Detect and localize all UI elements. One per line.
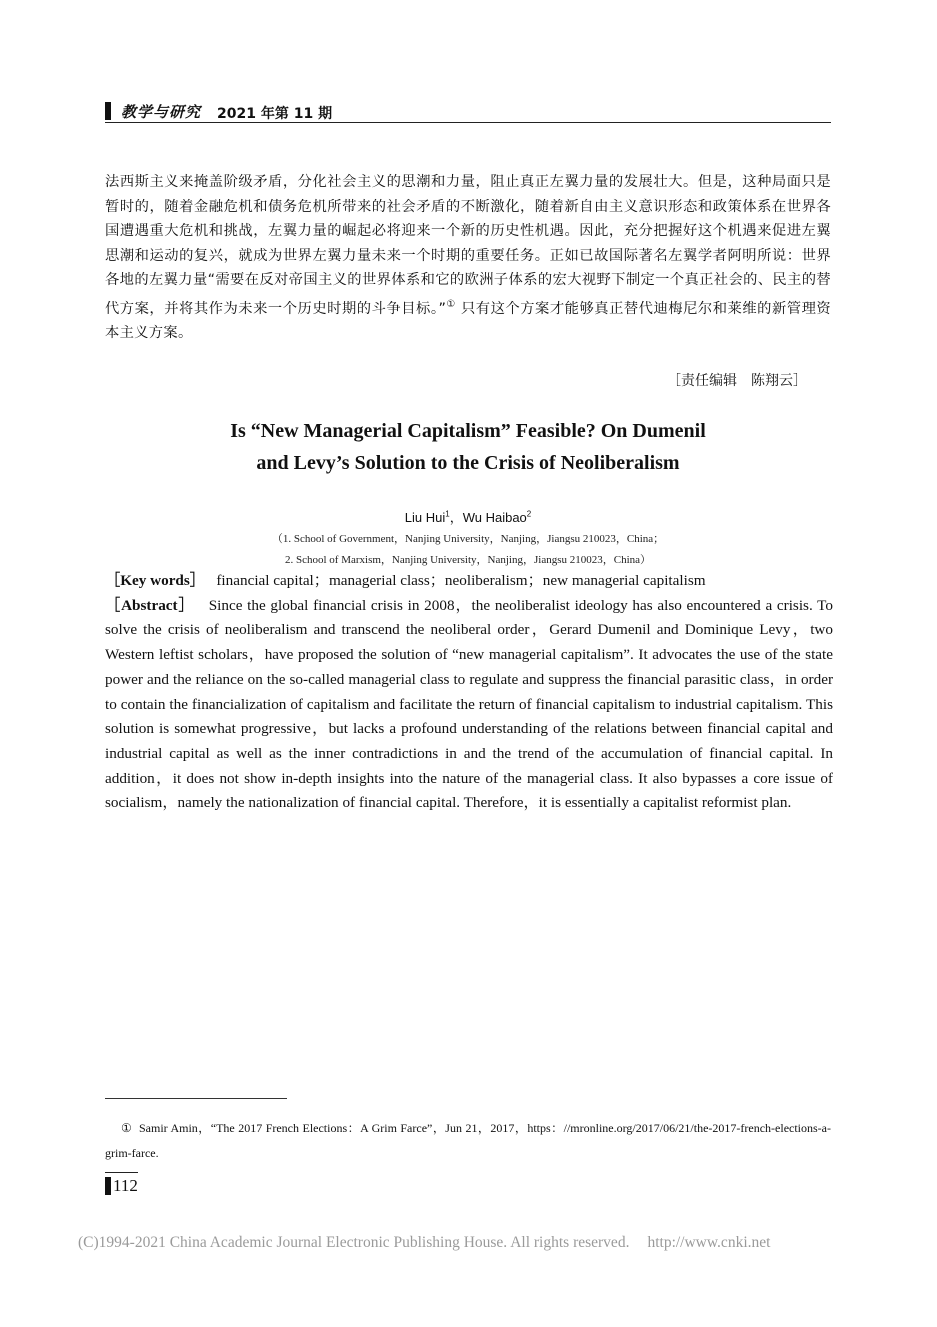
issue-label: 2021 年第 11 期 — [217, 106, 333, 122]
affiliation-1: （1. School of Government，Nanjing University，Nanjing，Jiangsu 210023，China； — [271, 533, 665, 545]
footnote — [105, 1116, 831, 1166]
header-bar — [105, 102, 111, 120]
affiliation-2: 2. School of Marxism，Nanjing University，Nanjing，Jiangsu 210023，China） — [284, 554, 652, 566]
chinese-body-text — [105, 170, 831, 345]
running-header — [105, 100, 831, 123]
page-number-block — [105, 1172, 138, 1197]
chinese-paragraph-tail: 只有这个方案才能够真正替代迪梅尼尔和莱维的新管理资本主义方案。 — [105, 300, 832, 341]
keywords-line — [105, 569, 833, 594]
author-1: Liu Hui — [404, 510, 446, 525]
footnote-text[interactable]: Samir Amin，“The 2017 French Elections：A Grim Farce”，Jun 21，2017，https：//mronline.org/2017/06/21/the-2017-french-elections-a-grim-farce. — [105, 1121, 831, 1160]
author-1-affiliation-mark: 1 — [445, 509, 450, 519]
abstract-label: ［Abstract］ — [105, 596, 195, 614]
abstract-section — [105, 569, 833, 816]
keywords-label: ［Key words］ — [105, 572, 205, 589]
author-separator: ， — [449, 510, 463, 525]
journal-name: 教学与研究 — [121, 103, 202, 121]
chinese-paragraph — [105, 170, 831, 345]
footnote-mark: ① — [121, 1121, 132, 1135]
footnote-divider — [105, 1098, 287, 1099]
author-2: Wu Haibao — [462, 510, 527, 525]
chinese-paragraph-main: 法西斯主义来掩盖阶级矛盾，分化社会主义的思潮和力量，阻止真正左翼力量的发展壮大。但是，这种局面只是暂时的，随着金融危机和债务危机所带来的社会矛盾的不断激化，随着新自由主义意识形态和政策体系在世界各国遭遇重大危机和挑战，左翼力量的崛起必将迎来一个新的历史性机遇。因此，充分把握好这个机遇来促进左翼思潮和运动的复兴，就成为世界左翼力量未来一个时期的重要任务。正如已故国际著名左翼学者阿明所说：世界各地的左翼力量“需要在反对帝国主义的世界体系和它的欧洲子体系的宏大视野下制定一个真正社会的、民主的替代方案，并将其作为未来一个历史时期的斗争目标。” — [105, 174, 831, 317]
author-2-affiliation-mark: 2 — [526, 509, 532, 519]
footnote-reference[interactable]: ① — [446, 298, 456, 310]
english-title — [105, 415, 831, 479]
copyright-url[interactable]: http://www.cnki.net — [647, 1234, 771, 1251]
authors — [105, 507, 831, 526]
abstract-text: Since the global financial crisis in 2008，the neoliberalist ideology has also encountered a crisis. To solve the crisis of neoliberalism and transcend the neoliberal order，Gerard Dumenil and Dominique Levy，two Western leftist scholars，have proposed the solution of “new managerial capitalism”. It advocates the use of the state power and the reliance on the so-called managerial class to regulate and suppress the financial parasitic class，in order to contain the financialization of capitalism and facilitate the return of financial capitalism to industrial capitalism. This solution is somewhat progressive，but lacks a profound understanding of the relations between financial capital and industrial capital as well as the inner contradictions in and the trend of the accumulation of financial capital. In addition，it does not show in-depth insights into the nature of the managerial class. It also bypasses a core issue of socialism，namely the nationalization of financial capital. Therefore，it is essentially a capitalist reformist plan. — [105, 596, 833, 812]
page-bar — [105, 1177, 111, 1195]
page-number: 112 — [113, 1175, 138, 1195]
copyright-text: (C)1994-2021 China Academic Journal Electronic Publishing House. All rights reserved. — [78, 1234, 630, 1251]
english-title-line-1: Is “New Managerial Capitalism” Feasible? On Dumenil — [230, 420, 706, 442]
keywords-text: financial capital；managerial class；neoliberalism；new managerial capitalism — [216, 572, 706, 589]
responsible-editor: ［责任编辑 陈翔云］ — [667, 373, 807, 389]
copyright-notice — [78, 1234, 838, 1252]
english-title-line-2: and Levy’s Solution to the Crisis of Neoliberalism — [256, 452, 680, 474]
abstract-paragraph — [105, 594, 833, 816]
